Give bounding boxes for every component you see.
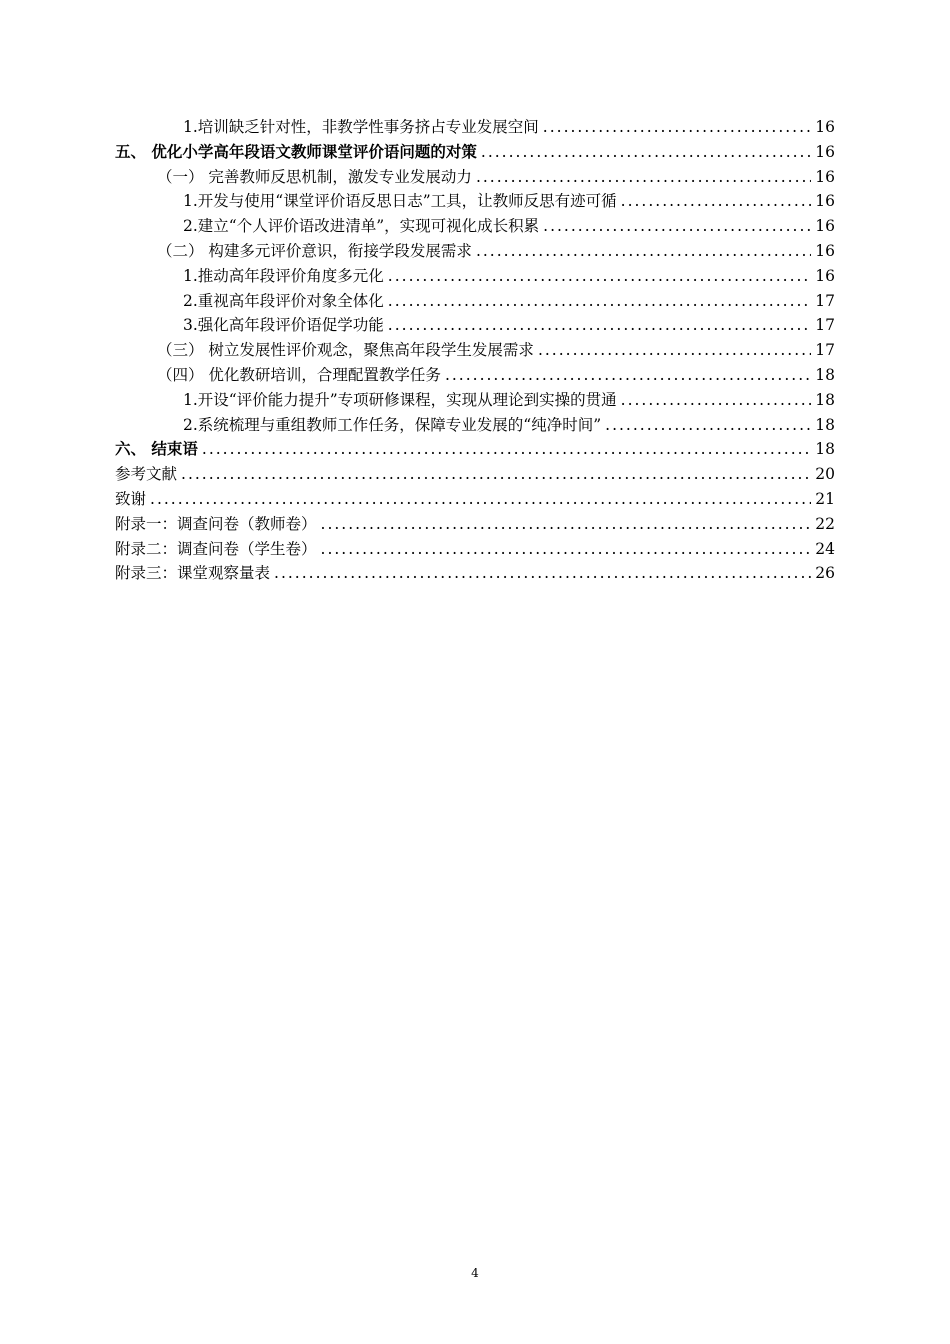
- toc-entry[interactable]: [115, 462, 835, 487]
- toc-entry[interactable]: [115, 264, 835, 289]
- toc-entry-page-number: 16: [815, 142, 835, 161]
- table-of-contents: [115, 115, 835, 586]
- toc-entry[interactable]: [115, 239, 835, 264]
- toc-entry-title: 五、 优化小学高年段语文教师课堂评价语问题的对策: [115, 142, 477, 161]
- toc-entry-title: 附录二：调查问卷（学生卷）: [115, 539, 317, 558]
- dot-leader: [321, 537, 811, 562]
- toc-entry-page-number: 24: [815, 539, 835, 558]
- toc-entry-title: （四） 优化教研培训，合理配置教学任务: [157, 365, 441, 384]
- toc-entry-page-number: 16: [815, 266, 835, 285]
- toc-entry[interactable]: [115, 140, 835, 165]
- dot-leader: [538, 338, 811, 363]
- toc-entry-page-number: 18: [815, 365, 835, 384]
- toc-entry-page-number: 18: [815, 440, 835, 459]
- toc-entry-page-number: 18: [815, 390, 835, 409]
- toc-entry-title: （二） 构建多元评价意识，衔接学段发展需求: [157, 241, 472, 260]
- dot-leader: [605, 413, 811, 438]
- dot-leader: [202, 437, 811, 462]
- toc-entry-title: （三） 树立发展性评价观念，聚焦高年段学生发展需求: [157, 341, 534, 360]
- toc-entry-title: （一） 完善教师反思机制，激发专业发展动力: [157, 167, 472, 186]
- toc-entry[interactable]: [115, 115, 835, 140]
- toc-entry-page-number: 16: [815, 167, 835, 186]
- toc-entry-page-number: 16: [815, 217, 835, 236]
- toc-entry-title: 1.开设“评价能力提升”专项研修课程，实现从理论到实操的贯通: [183, 390, 617, 409]
- toc-entry[interactable]: [115, 338, 835, 363]
- toc-entry-page-number: 17: [815, 316, 835, 335]
- dot-leader: [274, 561, 811, 586]
- toc-entry-page-number: 22: [815, 514, 835, 533]
- dot-leader: [621, 388, 811, 413]
- dot-leader: [543, 214, 811, 239]
- toc-entry[interactable]: [115, 561, 835, 586]
- toc-entry-title: 附录三：课堂观察量表: [115, 564, 271, 583]
- toc-entry[interactable]: [115, 165, 835, 190]
- toc-entry[interactable]: [115, 363, 835, 388]
- toc-entry-title: 2.建立“个人评价语改进清单”，实现可视化成长积累: [183, 217, 540, 236]
- dot-leader: [445, 363, 811, 388]
- toc-entry[interactable]: [115, 537, 835, 562]
- toc-entry-page-number: 17: [815, 341, 835, 360]
- dot-leader: [481, 140, 811, 165]
- toc-entry-title: 附录一：调查问卷（教师卷）: [115, 514, 317, 533]
- toc-entry-title: 参考文献: [115, 465, 178, 484]
- dot-leader: [543, 115, 811, 140]
- toc-entry[interactable]: [115, 437, 835, 462]
- toc-entry-title: 1.推动高年段评价角度多元化: [183, 266, 384, 285]
- toc-entry-title: 2.重视高年段评价对象全体化: [183, 291, 384, 310]
- toc-entry-title: 1.开发与使用“课堂评价语反思日志”工具，让教师反思有迹可循: [183, 192, 617, 211]
- toc-entry[interactable]: [115, 313, 835, 338]
- toc-entry-title: 3.强化高年段评价语促学功能: [183, 316, 384, 335]
- dot-leader: [476, 239, 811, 264]
- dot-leader: [150, 487, 811, 512]
- toc-entry-title: 1.培训缺乏针对性，非教学性事务挤占专业发展空间: [183, 118, 539, 136]
- dot-leader: [476, 165, 811, 190]
- dot-leader: [321, 512, 811, 537]
- toc-entry-page-number: 16: [815, 241, 835, 260]
- toc-entry[interactable]: [115, 189, 835, 214]
- dot-leader: [388, 313, 811, 338]
- toc-entry[interactable]: [115, 388, 835, 413]
- dot-leader: [181, 462, 811, 487]
- toc-entry-title: 致谢: [115, 489, 147, 508]
- toc-entry[interactable]: [115, 512, 835, 537]
- toc-entry-page-number: 18: [815, 415, 835, 434]
- page-number: 4: [471, 1266, 479, 1280]
- toc-entry-page-number: 21: [815, 489, 835, 508]
- toc-entry-page-number: 16: [815, 118, 835, 136]
- toc-entry[interactable]: [115, 487, 835, 512]
- dot-leader: [388, 289, 811, 314]
- toc-entry[interactable]: [115, 214, 835, 239]
- toc-entry-page-number: 17: [815, 291, 835, 310]
- toc-entry-title: 2.系统梳理与重组教师工作任务，保障专业发展的“纯净时间”: [183, 415, 602, 434]
- toc-entry[interactable]: [115, 289, 835, 314]
- toc-entry-page-number: 16: [815, 192, 835, 211]
- toc-entry[interactable]: [115, 413, 835, 438]
- dot-leader: [621, 189, 811, 214]
- dot-leader: [388, 264, 811, 289]
- toc-entry-page-number: 26: [815, 564, 835, 583]
- toc-entry-page-number: 20: [815, 465, 835, 484]
- toc-entry-title: 六、 结束语: [115, 440, 198, 459]
